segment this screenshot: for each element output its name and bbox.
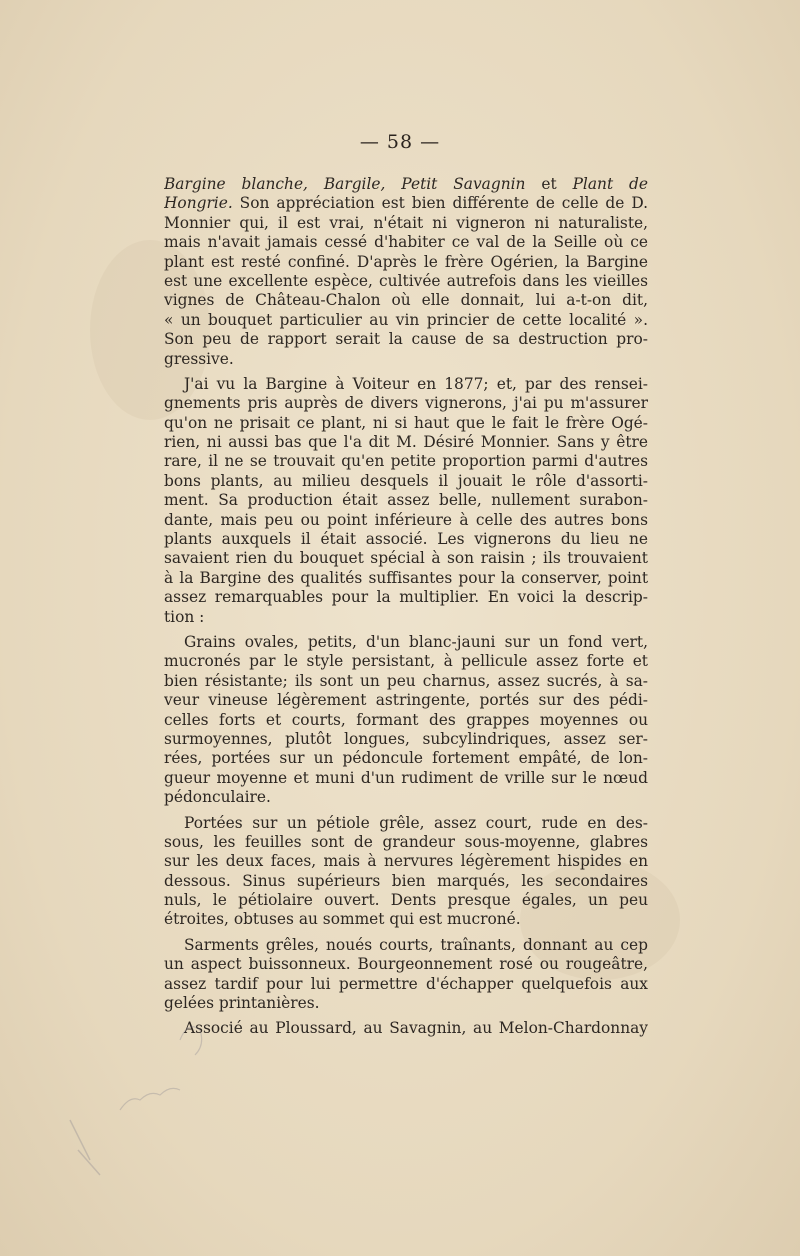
- text-line: plants auxquels il était associé. Les vignerons du lieu ne: [164, 530, 648, 549]
- text-line: gelées printanières.: [164, 994, 320, 1013]
- text-line: gnements pris auprès de divers vignerons, j'ai pu m'assurer: [164, 394, 648, 413]
- paragraph: [164, 814, 648, 930]
- text-line: rare, il ne se trouvait qu'en petite proportion parmi d'autres: [164, 452, 648, 471]
- text-line: bons plants, au milieu desquels il jouait le rôle d'assorti-: [164, 471, 648, 490]
- text-line: Son peu de rapport serait la cause de sa destruction pro-: [164, 330, 648, 349]
- text-line: gressive.: [164, 349, 234, 368]
- page-number: — 58 —: [359, 131, 441, 153]
- text-line: rées, portées sur un pédoncule fortement empâté, de lon-: [164, 749, 648, 768]
- text-line: Associé au Ploussard, au Savagnin, au Melon-Chardonnay: [184, 1019, 648, 1038]
- text-line: est une excellente espèce, cultivée autrefois dans les vieilles: [164, 271, 648, 290]
- text-line: ment. Sa production était assez belle, nullement surabon-: [164, 491, 648, 510]
- text-line: rien, ni aussi bas que l'a dit M. Désiré Monnier. Sans y être: [164, 433, 648, 452]
- text-line: étroites, obtuses au sommet qui est mucroné.: [164, 910, 521, 929]
- paragraph: [164, 633, 648, 808]
- text-line: Grains ovales, petits, d'un blanc-jauni sur un fond vert,: [184, 632, 648, 651]
- paragraph: [164, 375, 648, 627]
- text-line: tion :: [164, 607, 205, 626]
- text-line: à la Bargine des qualités suffisantes pour la conserver, point: [164, 568, 648, 587]
- text-line: Hongrie. Son appréciation est bien différente de celle de D.: [164, 194, 648, 213]
- text-line: plant est resté confiné. D'après le frère Ogérien, la Bargine: [164, 252, 648, 271]
- text-line: surmoyennes, plutôt longues, subcylindriques, assez ser-: [164, 729, 648, 748]
- pencil-marks-icon: [60, 1000, 240, 1190]
- text-line: Bargine blanche, Bargile, Petit Savagnin et Plant de: [164, 175, 648, 193]
- text-line: J'ai vu la Bargine à Voiteur en 1877; et, par des rensei-: [184, 374, 648, 393]
- text-line: celles forts et courts, formant des grappes moyennes ou: [164, 710, 648, 729]
- text-line: veur vineuse légèrement astringente, portés sur des pédi-: [164, 691, 648, 710]
- text-line: un aspect buissonneux. Bourgeonnement rosé ou rougeâtre,: [164, 955, 648, 974]
- text-line: bien résistante; ils sont un peu charnus, assez sucrés, à sa-: [164, 671, 648, 690]
- text-line: dessous. Sinus supérieurs bien marqués, les secondaires: [164, 871, 648, 890]
- text-line: Monnier qui, il est vrai, n'était ni vigneron ni naturaliste,: [164, 213, 648, 232]
- text-line: assez remarquables pour la multiplier. En voici la descrip-: [164, 588, 648, 607]
- text-line: sous, les feuilles sont de grandeur sous-moyenne, glabres: [164, 832, 648, 851]
- text-line: nuls, le pétiolaire ouvert. Dents presque égales, un peu: [164, 891, 648, 910]
- text-line: gueur moyenne et muni d'un rudiment de vrille sur le nœud: [164, 768, 648, 787]
- text-line: Sarments grêles, noués courts, traînants, donnant au cep: [184, 935, 648, 954]
- body-text: [164, 175, 648, 1039]
- paragraph: [164, 175, 648, 369]
- text-line: qu'on ne prisait ce plant, ni si haut que le fait le frère Ogé-: [164, 413, 648, 432]
- text-line: Portées sur un pétiole grêle, assez court, rude en des-: [184, 813, 648, 832]
- text-line: assez tardif pour lui permettre d'échapper quelquefois aux: [164, 974, 648, 993]
- text-line: mais n'avait jamais cessé d'habiter ce val de la Seille où ce: [164, 233, 648, 252]
- text-line: vignes de Château-Chalon où elle donnait, lui a-t-on dit,: [164, 291, 648, 310]
- text-line: mucronés par le style persistant, à pellicule assez forte et: [164, 652, 648, 671]
- text-line: sur les deux faces, mais à nervures légèrement hispides en: [164, 852, 648, 871]
- text-line: « un bouquet particulier au vin princier de cette localité ».: [164, 310, 648, 329]
- text-line: savaient rien du bouquet spécial à son raisin ; ils trouvaient: [164, 549, 648, 568]
- text-line: pédonculaire.: [164, 788, 271, 807]
- text-line: dante, mais peu ou point inférieure à celle des autres bons: [164, 510, 648, 529]
